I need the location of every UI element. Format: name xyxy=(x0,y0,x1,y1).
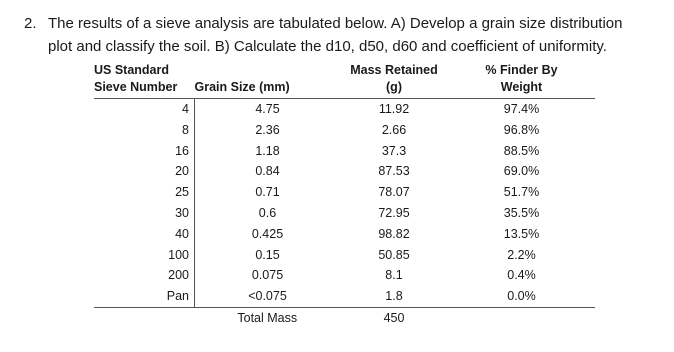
total-empty-cell xyxy=(94,307,195,328)
cell-grain-size: <0.075 xyxy=(195,286,341,307)
header-mass-retained xyxy=(340,62,448,99)
cell-grain-size: 0.425 xyxy=(195,224,341,245)
question-number: 2. xyxy=(24,15,37,32)
cell-grain-size: 2.36 xyxy=(195,120,341,141)
table-row xyxy=(94,99,595,120)
cell-sieve: 25 xyxy=(175,185,189,200)
total-empty-cell xyxy=(448,307,595,328)
cell-mass-retained: 78.07 xyxy=(378,185,410,200)
cell-percent-finer: 0.0% xyxy=(507,289,536,304)
cell-mass-retained: 37.3 xyxy=(381,143,407,158)
table-row xyxy=(94,245,595,266)
cell-sieve: 200 xyxy=(168,268,189,283)
cell-sieve: 30 xyxy=(175,205,189,220)
table-row xyxy=(94,265,595,286)
header-percent-finer xyxy=(448,62,595,99)
table-row xyxy=(94,286,595,307)
header-mass-line1: Mass Retained xyxy=(350,63,438,77)
cell-percent-finer: 35.5% xyxy=(503,205,540,220)
total-mass-label: Total Mass xyxy=(195,307,341,328)
cell-grain-size: 0.6 xyxy=(195,203,341,224)
question-line-2: plot and classify the soil. B) Calculate the d10, d50, d60 and coefficient of uniformity. xyxy=(48,38,607,55)
cell-percent-finer: 51.7% xyxy=(503,185,540,200)
table-row xyxy=(94,120,595,141)
header-sieve-line1: US Standard xyxy=(94,63,170,77)
cell-sieve: 4 xyxy=(182,102,189,116)
cell-grain-size: 0.84 xyxy=(195,161,341,182)
cell-sieve: 8 xyxy=(182,122,189,137)
cell-grain-size: 1.18 xyxy=(195,141,341,162)
cell-grain-size: 0.075 xyxy=(195,265,341,286)
cell-grain-size: 4.75 xyxy=(195,99,341,120)
table-row xyxy=(94,141,595,162)
cell-sieve: 20 xyxy=(175,164,189,179)
cell-sieve: 16 xyxy=(175,143,189,158)
question-line-1: The results of a sieve analysis are tabulated below. A) Develop a grain size distribution xyxy=(48,15,623,32)
cell-mass-retained: 50.85 xyxy=(378,247,410,262)
cell-sieve: 100 xyxy=(168,247,189,262)
cell-percent-finer: 96.8% xyxy=(503,122,540,137)
cell-sieve: Pan xyxy=(166,289,189,304)
cell-grain-size: 0.71 xyxy=(195,182,341,203)
header-sieve-number xyxy=(94,62,195,99)
total-row xyxy=(94,307,595,328)
cell-mass-retained: 8.1 xyxy=(385,268,403,283)
cell-grain-size: 0.15 xyxy=(195,245,341,266)
header-sieve-line2: Sieve Number xyxy=(94,80,178,94)
table-row xyxy=(94,182,595,203)
cell-mass-retained: 87.53 xyxy=(378,164,410,179)
cell-mass-retained: 72.95 xyxy=(378,205,410,220)
cell-mass-retained: 2.66 xyxy=(381,122,407,137)
header-grain-size: Grain Size (mm) xyxy=(195,62,341,99)
cell-percent-finer: 0.4% xyxy=(507,268,536,283)
table-header-row xyxy=(94,62,595,99)
header-finer-line2: Weight xyxy=(500,80,543,94)
cell-mass-retained: 1.8 xyxy=(385,289,403,304)
table-row xyxy=(94,161,595,182)
cell-percent-finer: 2.2% xyxy=(507,247,536,262)
cell-percent-finer: 88.5% xyxy=(503,143,540,158)
cell-sieve: 40 xyxy=(175,226,189,241)
header-mass-line2: (g) xyxy=(386,80,402,94)
cell-mass-retained: 98.82 xyxy=(378,226,410,241)
table-row xyxy=(94,203,595,224)
total-mass-value: 450 xyxy=(340,307,448,328)
cell-mass-retained: 11.92 xyxy=(378,102,410,116)
header-finer-line1: % Finder By xyxy=(485,63,558,77)
table-row xyxy=(94,224,595,245)
cell-percent-finer: 13.5% xyxy=(503,226,540,241)
cell-percent-finer: 97.4% xyxy=(503,102,540,116)
cell-percent-finer: 69.0% xyxy=(503,164,540,179)
sieve-analysis-table xyxy=(94,62,595,329)
